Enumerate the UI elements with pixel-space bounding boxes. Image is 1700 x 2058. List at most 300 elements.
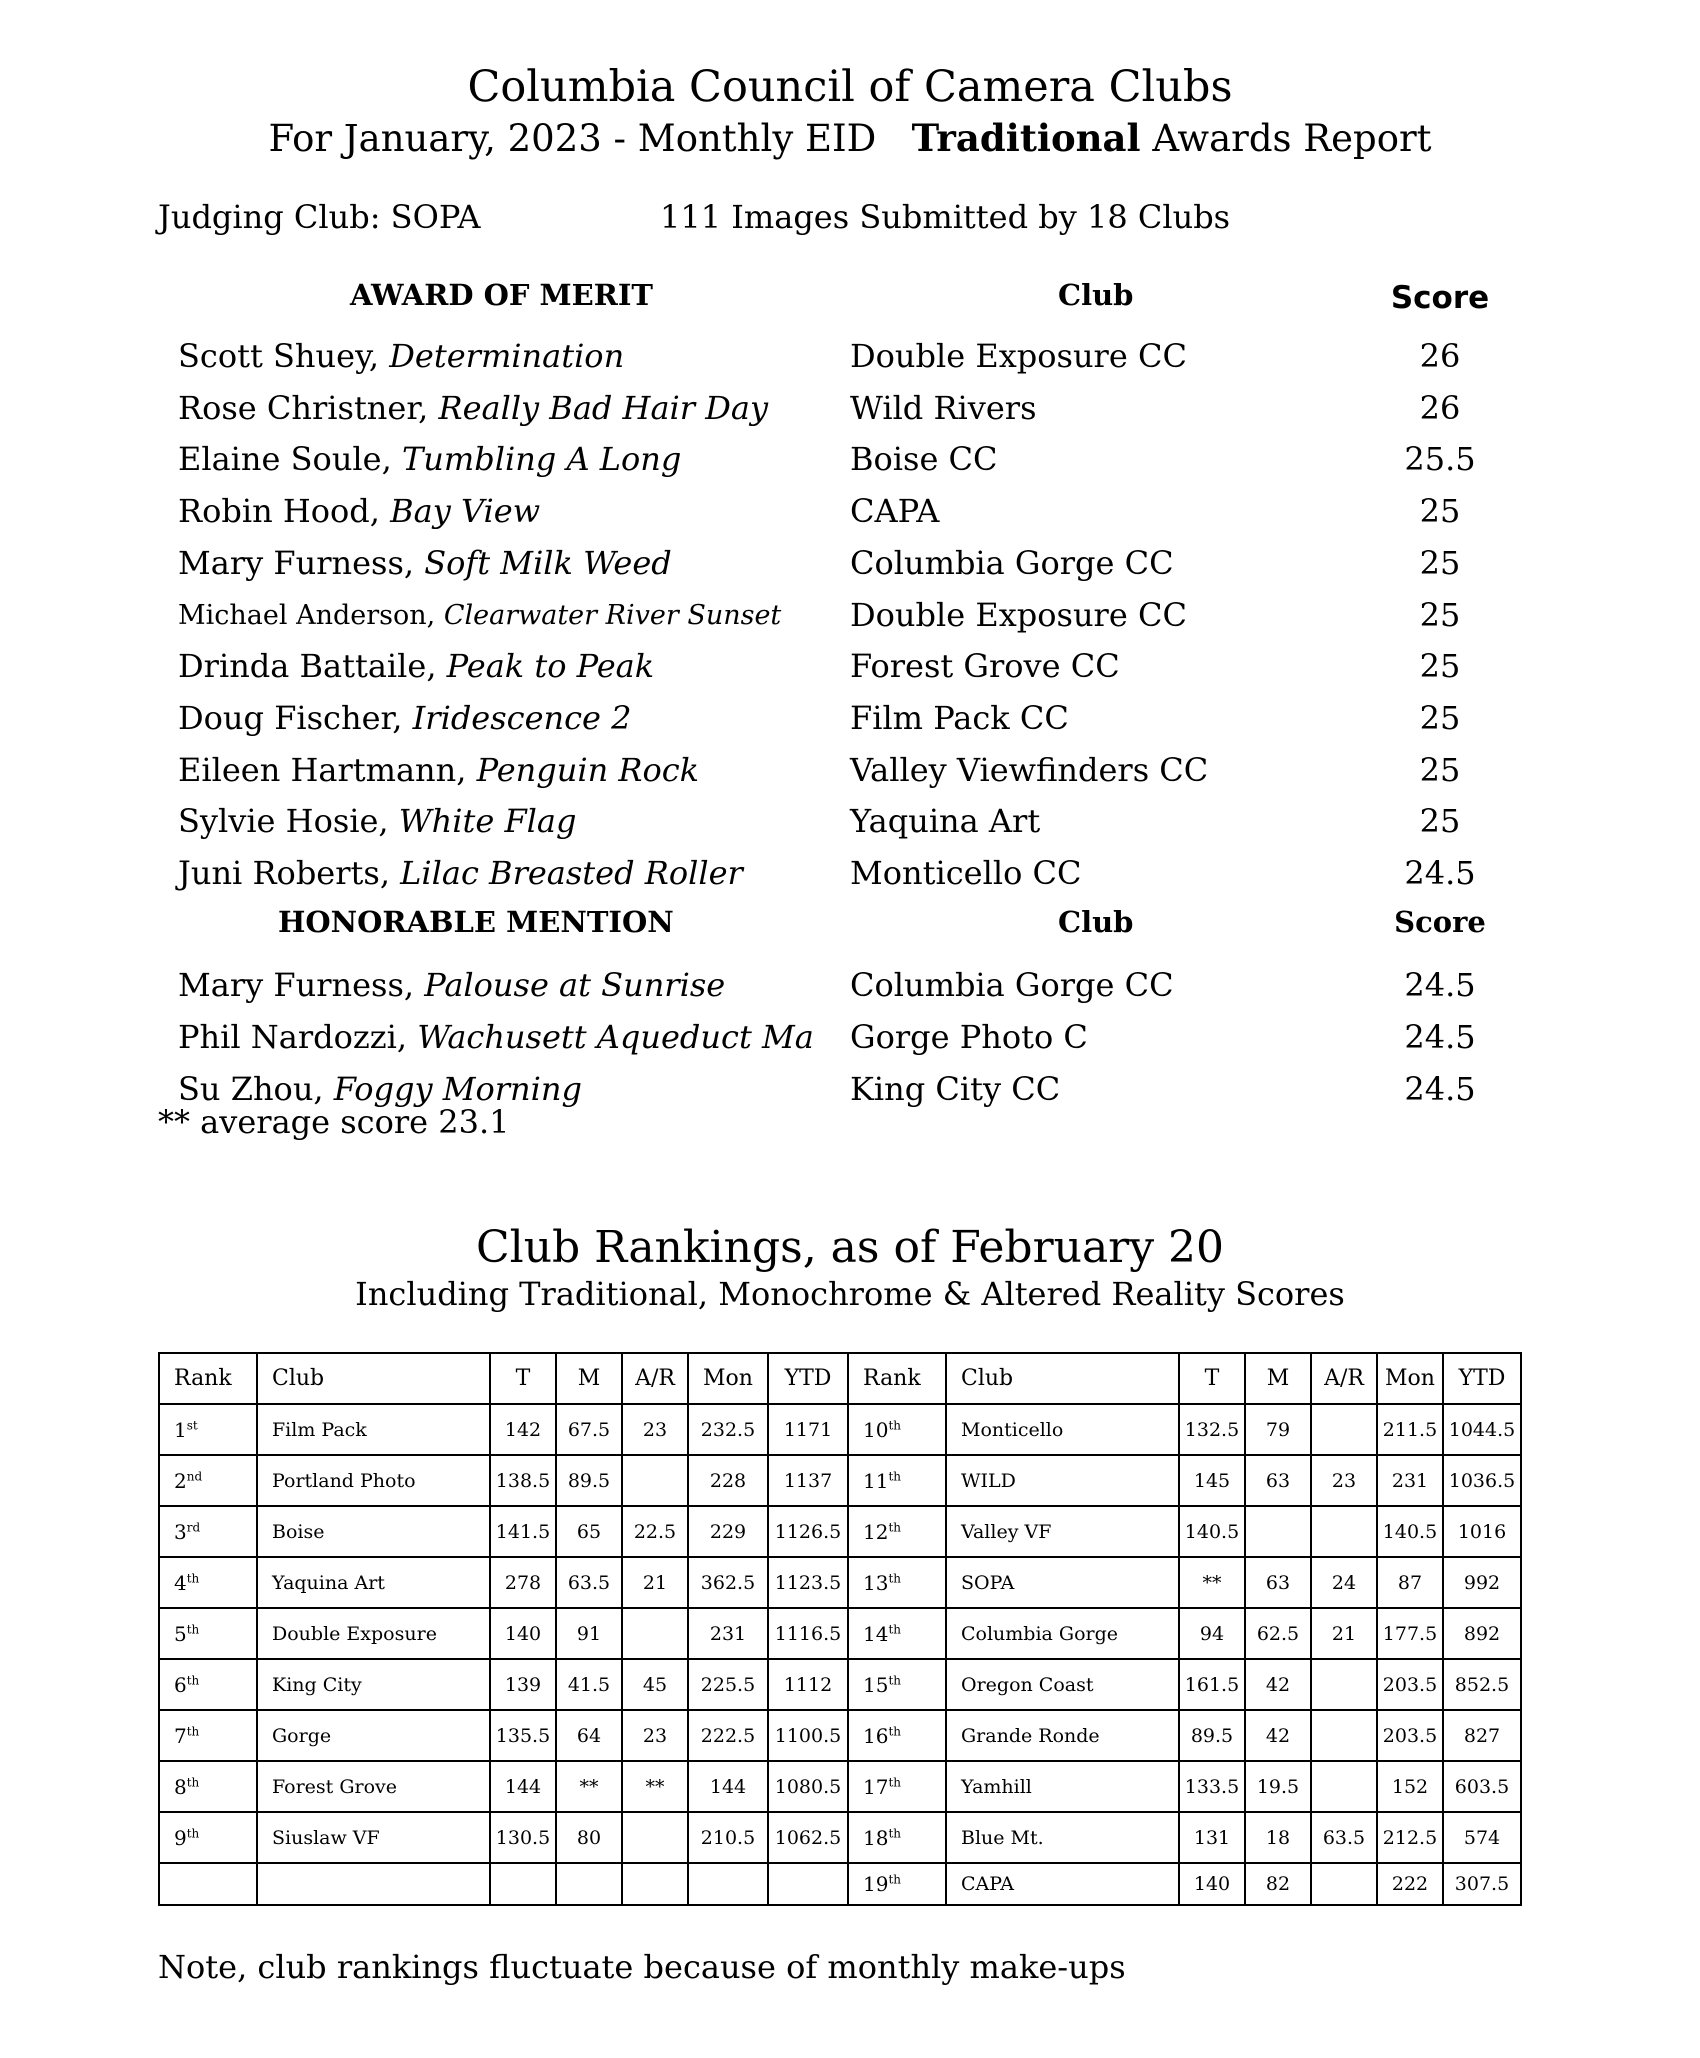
honorable-row (0, 966, 1700, 1016)
score-cell-m: 89.5 (556, 1455, 622, 1506)
score-cell-mon: 211.5 (1377, 1404, 1443, 1455)
score-cell-mon: 203.5 (1377, 1710, 1443, 1761)
rank-suffix: th (186, 1672, 200, 1687)
entrant-score: 24.5 (1404, 1070, 1476, 1108)
image-title: Palouse at Sunrise (424, 966, 726, 1004)
merit-row (0, 544, 1700, 594)
score-cell-ytd: 1016 (1443, 1506, 1521, 1557)
entrant-score: 26 (1419, 337, 1461, 375)
score-cell-ar: 22.5 (622, 1506, 688, 1557)
merit-row (0, 337, 1700, 387)
rank-number: 4 (174, 1570, 187, 1595)
rank-cell (159, 1761, 257, 1812)
score-cell-ytd: 852.5 (1443, 1659, 1521, 1710)
rank-cell (848, 1608, 946, 1659)
entrant (178, 389, 768, 427)
score-cell-mon: 210.5 (688, 1812, 768, 1863)
score-cell-ytd: 1036.5 (1443, 1455, 1521, 1506)
entrant-score: 25.5 (1404, 440, 1476, 479)
club-name-cell: Film Pack (257, 1404, 490, 1455)
subtitle-prefix: For January, 2023 - Monthly EID (268, 117, 877, 160)
entrant-club: Monticello CC (850, 854, 1082, 892)
score-cell-t: 139 (490, 1659, 556, 1710)
score-cell-t: 141.5 (490, 1506, 556, 1557)
rank-suffix: th (888, 1825, 902, 1840)
rank-suffix: th (888, 1519, 902, 1534)
column-header: Mon (688, 1353, 768, 1404)
rank-suffix: th (888, 1774, 902, 1789)
score-cell-t: 140.5 (1179, 1506, 1245, 1557)
score-cell-mon: 140.5 (1377, 1506, 1443, 1557)
entrant (178, 802, 576, 840)
rank-number: 18 (863, 1825, 889, 1850)
score-cell-t: 94 (1179, 1608, 1245, 1659)
score-cell-ar: 21 (622, 1557, 688, 1608)
score-cell-t: 138.5 (490, 1455, 556, 1506)
club-name-cell: Forest Grove (257, 1761, 490, 1812)
entrant-club: Columbia Gorge CC (850, 543, 1174, 582)
score-cell-ytd: 1126.5 (768, 1506, 848, 1557)
rank-cell (848, 1506, 946, 1557)
entrant-name: Michael Anderson, (178, 599, 436, 631)
rank-number: 15 (863, 1672, 889, 1697)
entrant-name: Mary Furness, (178, 966, 415, 1004)
rank-cell (159, 1404, 257, 1455)
table-row (159, 1506, 1521, 1557)
entrant (178, 699, 632, 737)
rank-suffix: th (888, 1672, 902, 1687)
honorable-row (0, 1018, 1700, 1068)
entrant-name: Doug Fischer, (178, 698, 403, 737)
score-cell-ytd: 1044.5 (1443, 1404, 1521, 1455)
image-title: Clearwater River Sunset (443, 599, 782, 631)
club-name-cell: Siuslaw VF (257, 1812, 490, 1863)
score-cell-ar (1311, 1659, 1377, 1710)
column-header: Mon (1377, 1353, 1443, 1404)
entrant-club: Film Pack CC (850, 698, 1069, 737)
rank-cell (159, 1608, 257, 1659)
score-cell-ar (1311, 1761, 1377, 1812)
column-header: YTD (1443, 1353, 1521, 1404)
rank-suffix: th (186, 1723, 200, 1738)
entrant-name: Eileen Hartmann, (178, 750, 467, 789)
score-cell-mon: 228 (688, 1455, 768, 1506)
rank-cell (159, 1455, 257, 1506)
score-cell-t: 161.5 (1179, 1659, 1245, 1710)
entrant-club: Yaquina Art (850, 802, 1041, 841)
image-title: Really Bad Hair Day (438, 388, 769, 427)
score-cell-ytd: 992 (1443, 1557, 1521, 1608)
rank-number: 19 (863, 1872, 889, 1896)
image-title: Foggy Morning (333, 1070, 582, 1108)
entrant-club: Forest Grove CC (850, 647, 1120, 686)
rank-number: 6 (174, 1672, 187, 1697)
entrant-name: Sylvie Hosie, (178, 802, 389, 841)
score-cell-t: 133.5 (1179, 1761, 1245, 1812)
score-cell-mon (688, 1863, 768, 1905)
image-title: Lilac Breasted Roller (400, 854, 743, 892)
honorable-club-heading: Club (1058, 905, 1134, 939)
entrant-score: 26 (1419, 388, 1461, 427)
table-header-row (159, 1353, 1521, 1404)
rank-suffix: th (888, 1621, 902, 1636)
score-cell-mon: 212.5 (1377, 1812, 1443, 1863)
score-cell-t: 144 (490, 1761, 556, 1812)
club-name-cell: Yaquina Art (257, 1557, 490, 1608)
entrant (178, 544, 672, 582)
column-header: Club (257, 1353, 490, 1404)
score-cell-m: 19.5 (1245, 1761, 1311, 1812)
column-header: Club (946, 1353, 1179, 1404)
score-cell-ytd: 892 (1443, 1608, 1521, 1659)
rank-number: 11 (863, 1468, 889, 1493)
score-cell-t (490, 1863, 556, 1905)
score-cell-t: ** (1179, 1557, 1245, 1608)
merit-row (0, 389, 1700, 439)
column-header: T (1179, 1353, 1245, 1404)
column-header: A/R (1311, 1353, 1377, 1404)
rank-cell (848, 1659, 946, 1710)
score-cell-ar: 63.5 (1311, 1812, 1377, 1863)
report-subtitle (0, 116, 1700, 160)
score-cell-ytd: 1123.5 (768, 1557, 848, 1608)
entrant-score: 25 (1419, 492, 1461, 531)
entrant-club: CAPA (850, 492, 940, 531)
entrant-score: 25 (1419, 802, 1461, 841)
images-submitted: 111 Images Submitted by 18 Clubs (660, 198, 1231, 236)
rank-cell (848, 1404, 946, 1455)
score-cell-ar (622, 1863, 688, 1905)
entrant-club: Wild Rivers (850, 388, 1037, 427)
entrant (178, 492, 540, 530)
score-cell-m: 64 (556, 1710, 622, 1761)
score-cell-ar (1311, 1710, 1377, 1761)
score-cell-mon: 231 (688, 1608, 768, 1659)
entrant (178, 337, 624, 375)
score-cell-t: 278 (490, 1557, 556, 1608)
entrant-name: Phil Nardozzi, (178, 1018, 408, 1056)
entrant-club: Gorge Photo C (850, 1018, 1088, 1056)
merit-club-heading: Club (1058, 278, 1134, 312)
score-cell-m: 67.5 (556, 1404, 622, 1455)
club-name-cell: WILD (946, 1455, 1179, 1506)
rank-suffix: th (888, 1723, 902, 1738)
entrant-score: 24.5 (1404, 1018, 1476, 1056)
image-title: Iridescence 2 (412, 698, 632, 737)
merit-row (0, 647, 1700, 697)
rank-cell (159, 1506, 257, 1557)
score-cell-mon: 231 (1377, 1455, 1443, 1506)
rank-number: 17 (863, 1774, 889, 1799)
column-header: Rank (848, 1353, 946, 1404)
rank-cell (159, 1710, 257, 1761)
rank-number: 14 (863, 1621, 889, 1646)
entrant-club: Valley Viewfinders CC (850, 750, 1209, 789)
score-cell-m: 63 (1245, 1557, 1311, 1608)
club-name-cell: Oregon Coast (946, 1659, 1179, 1710)
rank-suffix: st (186, 1417, 198, 1432)
rank-suffix: th (186, 1774, 200, 1789)
entrant-name: Rose Christner, (178, 388, 429, 427)
rank-number: 8 (174, 1774, 187, 1799)
image-title: Determination (389, 337, 625, 375)
rank-number: 12 (863, 1519, 889, 1544)
table-row (159, 1761, 1521, 1812)
score-cell-t: 140 (490, 1608, 556, 1659)
table-row (159, 1863, 1521, 1905)
score-cell-mon: 229 (688, 1506, 768, 1557)
column-header: A/R (622, 1353, 688, 1404)
rank-cell (848, 1455, 946, 1506)
score-cell-m: 41.5 (556, 1659, 622, 1710)
score-cell-ytd: 1137 (768, 1455, 848, 1506)
club-name-cell: Grande Ronde (946, 1710, 1179, 1761)
score-cell-ar: 23 (622, 1404, 688, 1455)
score-cell-t: 130.5 (490, 1812, 556, 1863)
score-cell-mon: 144 (688, 1761, 768, 1812)
rank-suffix: th (186, 1621, 200, 1636)
subtitle-suffix: Awards Report (1152, 117, 1432, 160)
rank-suffix: th (186, 1825, 200, 1840)
merit-heading: AWARD OF MERIT (350, 278, 654, 312)
table-row (159, 1404, 1521, 1455)
club-name-cell: Columbia Gorge (946, 1608, 1179, 1659)
image-title: Wachusett Aqueduct Ma (417, 1018, 814, 1056)
entrant-score: 25 (1419, 647, 1461, 686)
score-cell-m: 42 (1245, 1710, 1311, 1761)
rank-number: 2 (174, 1468, 187, 1493)
entrant (178, 1018, 814, 1056)
entrant-score: 24.5 (1404, 854, 1476, 892)
score-cell-ytd: 1171 (768, 1404, 848, 1455)
merit-row (0, 492, 1700, 542)
rankings-table (158, 1352, 1522, 1906)
club-name-cell: Boise (257, 1506, 490, 1557)
score-cell-t: 132.5 (1179, 1404, 1245, 1455)
table-row (159, 1659, 1521, 1710)
score-cell-mon: 222 (1377, 1863, 1443, 1905)
rank-suffix: th (888, 1417, 902, 1432)
score-cell-ytd: 603.5 (1443, 1761, 1521, 1812)
merit-row (0, 440, 1700, 490)
score-cell-m (556, 1863, 622, 1905)
score-cell-m: 91 (556, 1608, 622, 1659)
table-row (159, 1455, 1521, 1506)
entrant-name: Elaine Soule, (178, 440, 392, 479)
rank-number: 5 (174, 1621, 187, 1646)
rank-suffix: th (888, 1468, 902, 1483)
rank-cell (159, 1812, 257, 1863)
club-name-cell: Portland Photo (257, 1455, 490, 1506)
image-title: Penguin Rock (476, 750, 700, 789)
score-cell-mon: 87 (1377, 1557, 1443, 1608)
score-cell-t: 142 (490, 1404, 556, 1455)
subtitle-category: Traditional (911, 116, 1141, 160)
average-score: ** average score 23.1 (158, 1103, 510, 1141)
entrant-club: Boise CC (850, 440, 998, 479)
entrant-club: Double Exposure CC (850, 337, 1187, 375)
score-cell-ytd: 307.5 (1443, 1863, 1521, 1905)
score-cell-ar: 45 (622, 1659, 688, 1710)
table-row (159, 1557, 1521, 1608)
column-header: YTD (768, 1353, 848, 1404)
score-cell-ar: 23 (622, 1710, 688, 1761)
score-cell-m: 79 (1245, 1404, 1311, 1455)
rankings-title: Club Rankings, as of February 20 (475, 1222, 1225, 1273)
entrant-club: Columbia Gorge CC (850, 966, 1174, 1004)
rank-cell (848, 1557, 946, 1608)
score-cell-ar (622, 1455, 688, 1506)
score-cell-ar: 21 (1311, 1608, 1377, 1659)
entrant (178, 854, 743, 892)
score-cell-m: 62.5 (1245, 1608, 1311, 1659)
score-cell-mon: 362.5 (688, 1557, 768, 1608)
image-title: Soft Milk Weed (424, 543, 672, 582)
score-cell-mon: 152 (1377, 1761, 1443, 1812)
entrant-name: Drinda Battaile, (178, 647, 437, 686)
score-cell-t: 135.5 (490, 1710, 556, 1761)
rank-number: 1 (174, 1417, 187, 1442)
score-cell-mon: 222.5 (688, 1710, 768, 1761)
score-cell-m: 63 (1245, 1455, 1311, 1506)
score-cell-ar: ** (622, 1761, 688, 1812)
rankings-subtitle: Including Traditional, Monochrome & Altered Reality Scores (355, 1275, 1345, 1313)
table-row (159, 1608, 1521, 1659)
entrant (178, 440, 681, 478)
entrant-score: 25 (1419, 698, 1461, 737)
score-cell-ytd: 1080.5 (768, 1761, 848, 1812)
rank-suffix: nd (186, 1468, 203, 1483)
image-title: Tumbling A Long (401, 440, 682, 479)
score-cell-ytd: 574 (1443, 1812, 1521, 1863)
score-cell-m: 65 (556, 1506, 622, 1557)
club-name-cell: Yamhill (946, 1761, 1179, 1812)
entrant (178, 600, 781, 631)
score-cell-ar: 24 (1311, 1557, 1377, 1608)
score-cell-m: 80 (556, 1812, 622, 1863)
rank-cell (159, 1659, 257, 1710)
club-name-cell: CAPA (946, 1863, 1179, 1905)
table-row (159, 1710, 1521, 1761)
rank-number: 9 (174, 1825, 187, 1850)
column-header: M (1245, 1353, 1311, 1404)
score-cell-ar (622, 1608, 688, 1659)
merit-score-heading: Score (1390, 280, 1490, 316)
score-cell-t: 145 (1179, 1455, 1245, 1506)
honorable-score-heading: Score (1394, 905, 1486, 939)
score-cell-mon: 177.5 (1377, 1608, 1443, 1659)
entrant-club: King City CC (850, 1070, 1061, 1108)
score-cell-mon: 225.5 (688, 1659, 768, 1710)
entrant-name: Su Zhou, (178, 1070, 324, 1108)
club-name-cell: Double Exposure (257, 1608, 490, 1659)
entrant-score: 25 (1419, 595, 1461, 634)
rank-suffix: th (186, 1570, 200, 1585)
image-title: Peak to Peak (446, 647, 655, 686)
rank-cell (848, 1761, 946, 1812)
rank-number: 13 (863, 1570, 889, 1595)
score-cell-ar (1311, 1506, 1377, 1557)
merit-row (0, 854, 1700, 904)
rank-suffix: rd (186, 1519, 201, 1534)
entrant (178, 966, 725, 1004)
merit-row (0, 802, 1700, 852)
entrant-name: Mary Furness, (178, 543, 415, 582)
column-header: T (490, 1353, 556, 1404)
rank-cell (848, 1863, 946, 1905)
entrant-score: 25 (1419, 543, 1461, 582)
score-cell-ytd: 1116.5 (768, 1608, 848, 1659)
entrant-club: Double Exposure CC (850, 595, 1187, 634)
score-cell-t: 140 (1179, 1863, 1245, 1905)
merit-row (0, 751, 1700, 801)
score-cell-ar: 23 (1311, 1455, 1377, 1506)
judging-club: Judging Club: SOPA (158, 198, 481, 236)
entrant (178, 751, 699, 789)
score-cell-m: 82 (1245, 1863, 1311, 1905)
club-name-cell: SOPA (946, 1557, 1179, 1608)
rank-number: 16 (863, 1723, 889, 1748)
table-row (159, 1812, 1521, 1863)
score-cell-ytd: 827 (1443, 1710, 1521, 1761)
score-cell-t: 131 (1179, 1812, 1245, 1863)
merit-row (0, 699, 1700, 749)
score-cell-ytd: 1062.5 (768, 1812, 848, 1863)
rank-cell (159, 1557, 257, 1608)
entrant (178, 647, 654, 685)
club-name-cell: King City (257, 1659, 490, 1710)
rank-cell (159, 1863, 257, 1905)
entrant-score: 25 (1419, 750, 1461, 789)
club-name-cell: Monticello (946, 1404, 1179, 1455)
rank-cell (848, 1710, 946, 1761)
score-cell-ar (1311, 1404, 1377, 1455)
rank-cell (848, 1812, 946, 1863)
column-header: M (556, 1353, 622, 1404)
report-title: Columbia Council of Camera Clubs (467, 62, 1233, 112)
score-cell-m: 18 (1245, 1812, 1311, 1863)
rank-suffix: th (888, 1872, 902, 1887)
rankings-note: Note, club rankings fluctuate because of monthly make-ups (158, 1948, 1126, 1986)
entrant-name: Juni Roberts, (178, 854, 390, 892)
rank-number: 3 (174, 1519, 187, 1544)
score-cell-ar (622, 1812, 688, 1863)
club-name-cell: Blue Mt. (946, 1812, 1179, 1863)
score-cell-t: 89.5 (1179, 1710, 1245, 1761)
entrant-name: Robin Hood, (178, 492, 380, 531)
rank-suffix: th (888, 1570, 902, 1585)
club-name-cell (257, 1863, 490, 1905)
column-header: Rank (159, 1353, 257, 1404)
score-cell-ytd: 1112 (768, 1659, 848, 1710)
rank-number: 10 (863, 1417, 889, 1442)
rank-number: 7 (174, 1723, 187, 1748)
score-cell-m: 42 (1245, 1659, 1311, 1710)
image-title: White Flag (398, 802, 577, 841)
score-cell-m (1245, 1506, 1311, 1557)
image-title: Bay View (390, 492, 541, 531)
club-name-cell: Valley VF (946, 1506, 1179, 1557)
entrant-name: Scott Shuey, (178, 337, 380, 375)
score-cell-ytd: 1100.5 (768, 1710, 848, 1761)
score-cell-mon: 232.5 (688, 1404, 768, 1455)
club-name-cell: Gorge (257, 1710, 490, 1761)
score-cell-mon: 203.5 (1377, 1659, 1443, 1710)
score-cell-m: 63.5 (556, 1557, 622, 1608)
merit-row (0, 596, 1700, 646)
entrant-score: 24.5 (1404, 966, 1476, 1004)
score-cell-ar (1311, 1863, 1377, 1905)
